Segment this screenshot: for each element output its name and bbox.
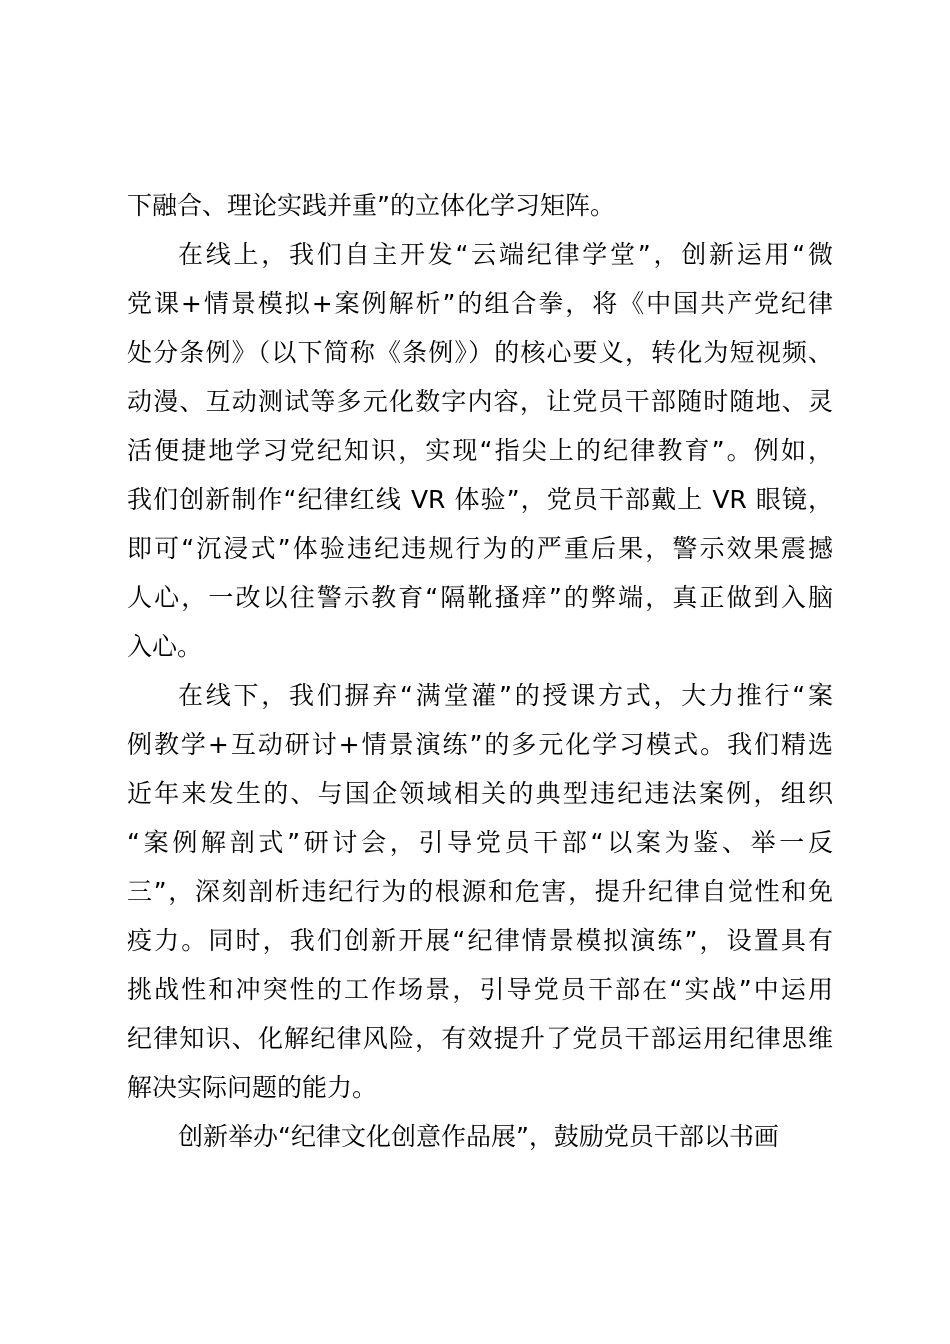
- paragraph-online-learning: [127, 230, 833, 671]
- text-line: 活便捷地学习党纪知识，实现“指尖上的纪律教育”。例如，: [127, 436, 833, 465]
- paragraph-culture-exhibition: [127, 1112, 833, 1161]
- text-line: 处分条例》（以下简称《条例》）的核心要义，转化为短视频、: [127, 338, 833, 367]
- text-line: 我们创新制作“纪律红线 VR 体验”，党员干部戴上 VR 眼镜，: [127, 485, 833, 514]
- text-line: 即可“沉浸式”体验违纪违规行为的严重后果，警示效果震撼: [127, 534, 833, 563]
- text-line: 例教学+互动研讨+情景演练”的多元化学习模式。我们精选: [127, 730, 833, 759]
- text-line: 创新举办“纪律文化创意作品展”，鼓励党员干部以书画: [178, 1122, 779, 1151]
- text-line: 入心。: [127, 632, 203, 661]
- text-line: 党课+情景模拟+案例解析”的组合拳，将《中国共产党纪律: [127, 289, 833, 318]
- text-line: 纪律知识、化解纪律风险，有效提升了党员干部运用纪律思维: [127, 1024, 833, 1053]
- text-line: 下融合、理论实践并重”的立体化学习矩阵。: [127, 191, 615, 220]
- text-line: “案例解剖式”研讨会，引导党员干部“以案为鉴、举一反: [127, 828, 833, 857]
- text-line: 三”，深刻剖析违纪行为的根源和危害，提升纪律自觉性和免: [127, 877, 833, 906]
- paragraph-continuation: [127, 181, 833, 230]
- text-line: 在线下，我们摒弃“满堂灌”的授课方式，大力推行“案: [178, 681, 833, 710]
- text-line: 在线上，我们自主开发“云端纪律学堂”，创新运用“微: [178, 240, 833, 269]
- paragraph-offline-learning: [127, 671, 833, 1112]
- text-line: 近年来发生的、与国企领域相关的典型违纪违法案例，组织: [127, 779, 833, 808]
- text-line: 动漫、互动测试等多元化数字内容，让党员干部随时随地、灵: [127, 387, 833, 416]
- text-line: 挑战性和冲突性的工作场景，引导党员干部在“实战”中运用: [127, 975, 833, 1004]
- text-line: 解决实际问题的能力。: [127, 1073, 378, 1102]
- text-line: 人心，一改以往警示教育“隔靴搔痒”的弊端，真正做到入脑: [127, 583, 833, 612]
- text-line: 疫力。同时，我们创新开展“纪律情景模拟演练”，设置具有: [127, 926, 833, 955]
- document-body: [127, 181, 833, 1161]
